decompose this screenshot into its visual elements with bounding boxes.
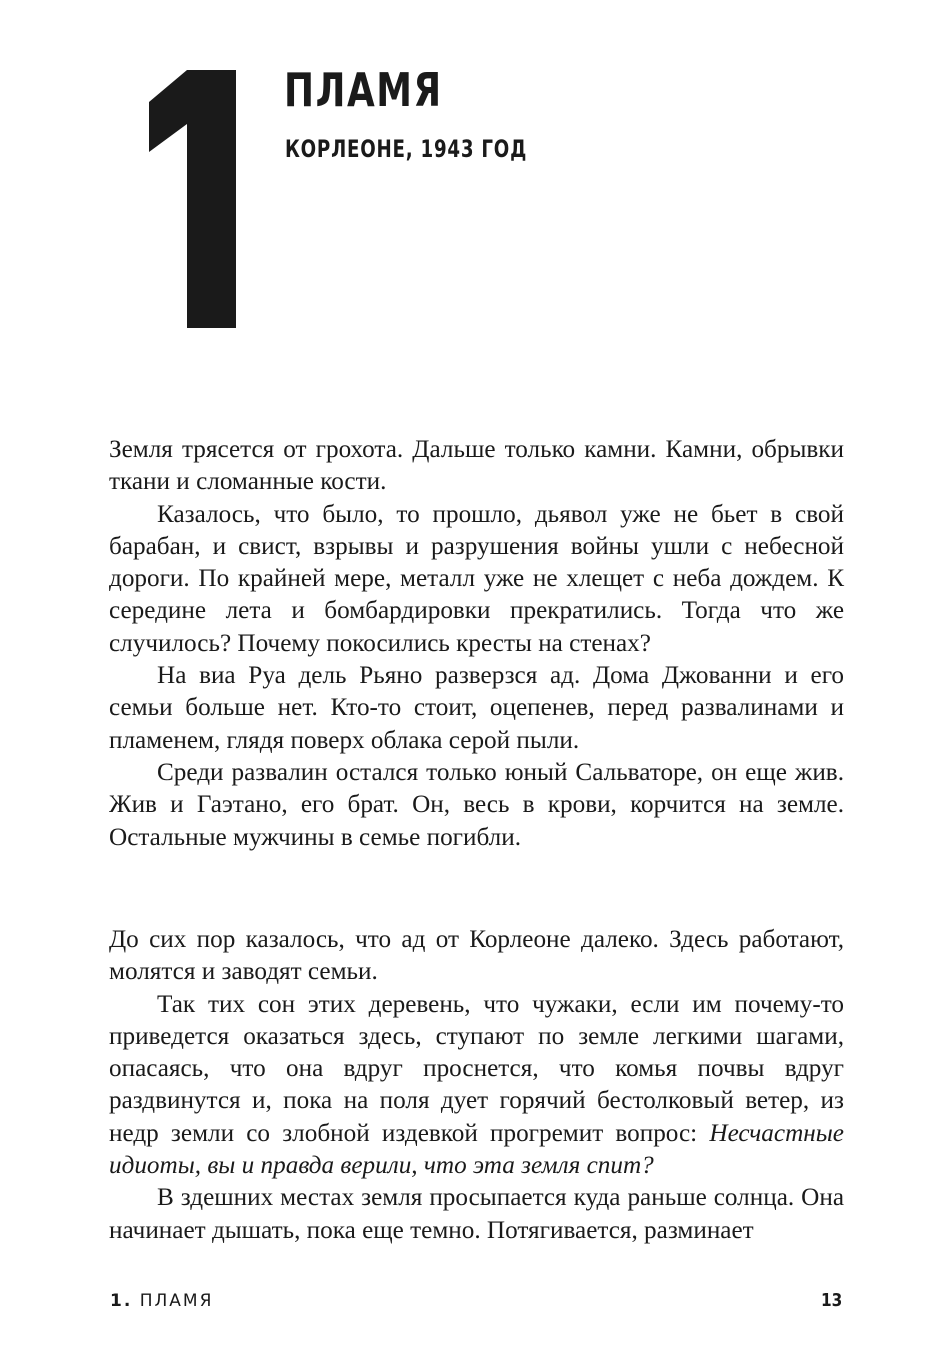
paragraph-text: Так тих сон этих деревень, что чужаки, если им почему-то приведется оказаться здесь, ступают по земле легкими шагами, опасаясь, что она вдруг проснется, что комья почвы вдруг раздвинутся и, пока на поля дует горячий бестолковый ветер, из недр земли со злобной издевкой прогремит вопрос:: [109, 990, 844, 1147]
paragraph: В здешних местах земля просыпается куда раньше солнца. Она начинает дышать, пока еще темно. Потягивается, разминает: [109, 1184, 844, 1244]
chapter-title: ПЛАМЯ: [284, 63, 443, 117]
paragraph: До сих пор казалось, что ад от Корлеоне далеко. Здесь работают, молятся и заводят семьи.: [109, 926, 844, 986]
page-number: 13: [821, 1290, 843, 1311]
paragraph: [109, 989, 844, 1183]
chapter-number: [143, 66, 239, 328]
running-header: [110, 1291, 213, 1311]
paragraph: Казалось, что было, то прошло, дьявол уже не бьет в свой барабан, и свист, взрывы и разрушения войны ушли с небесной дороги. По крайней мере, металл уже не хлещет с неба дождем. К середине лета и бомбардировки прекратились. Тогда что же случилось? Почему покосились кресты на стенах?: [109, 500, 844, 657]
paragraph: Земля трясется от грохота. Дальше только камни. Камни, обрывки ткани и сломанные кости.: [109, 436, 844, 496]
paragraph: На виа Руа дель Рьяно разверзся ад. Дома Джованни и его семьи больше нет. Кто-то стоит, оцепенев, перед развалинами и пламенем, глядя поверх облака серой пыли.: [109, 662, 844, 754]
section-1: [109, 434, 844, 854]
section-2: [109, 924, 844, 1247]
chapter-subtitle: КОРЛЕОНЕ, 1943 ГОД: [285, 135, 528, 163]
italic-quote: Несчастные идиоты, вы и правда верили, что эта земля спит?: [109, 1119, 844, 1180]
running-chapter-title: ПЛАМЯ: [139, 1291, 214, 1311]
paragraph: Среди развалин остался только юный Сальваторе, он еще жив. Жив и Гаэтано, его брат. Он, весь в крови, корчится на земле. Остальные мужчины в семье погибли.: [109, 758, 844, 851]
running-chapter-number: 1.: [110, 1291, 133, 1311]
